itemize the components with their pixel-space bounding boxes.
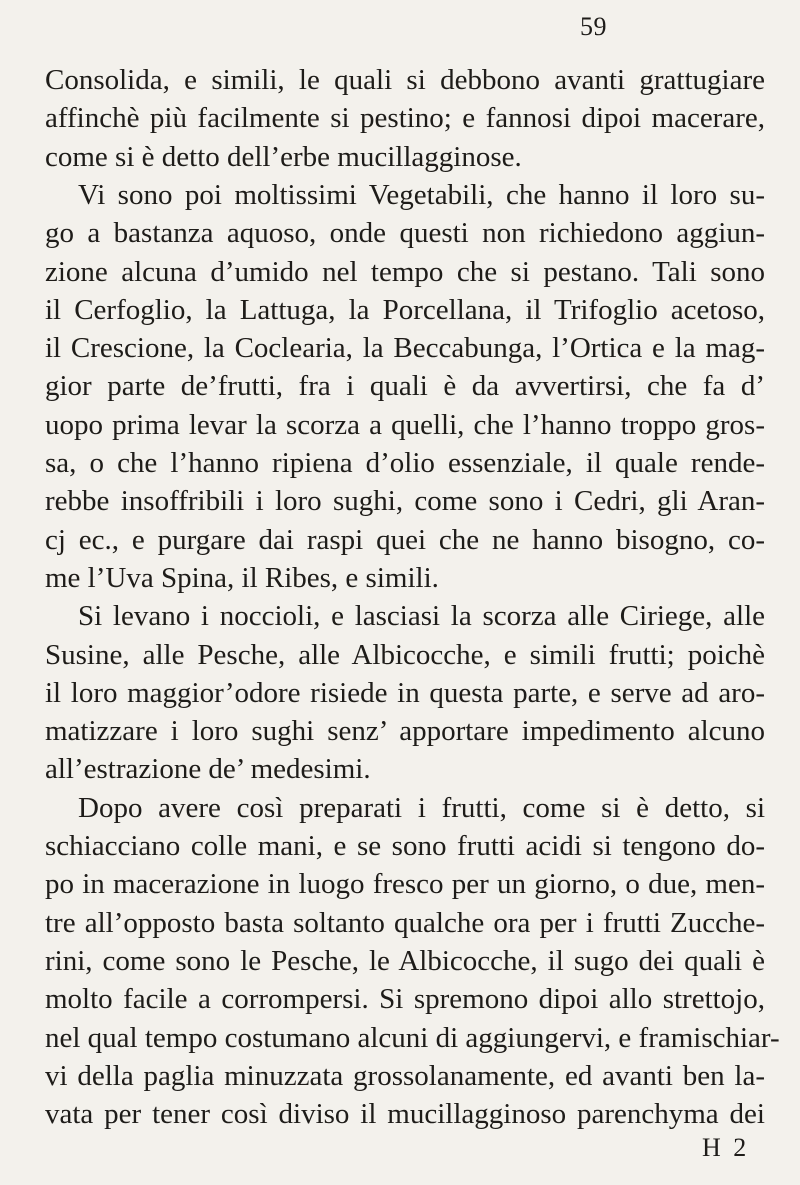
- text-line: schiacciano colle mani, e se sono frutti acidi si tengono do-: [45, 830, 765, 862]
- text-line: Susine, alle Pesche, alle Albicocche, e simili frutti; poichè: [45, 638, 765, 671]
- text-line: cj ec., e purgare dai raspi quei che ne hanno bisogno, co-: [45, 523, 765, 556]
- text-line: go a bastanza aquoso, onde questi non richiedono aggiun-: [45, 217, 765, 250]
- text-line: affinchè più facilmente si pestino; e fannosi dipoi macerare,: [45, 102, 765, 135]
- text-line: vi della paglia minuzzata grossolanamente, ed avanti ben la-: [45, 1059, 765, 1092]
- text-line: il Crescione, la Coclearia, la Beccabunga, l’Ortica e la mag-: [45, 332, 765, 365]
- signature-mark: H 2: [702, 1133, 750, 1162]
- page-number: 59: [580, 12, 607, 41]
- text-line: all’estrazione de’ medesimi.: [45, 753, 371, 786]
- text-line: tre all’opposto basta soltanto qualche ora per i frutti Zucche-: [45, 906, 765, 939]
- text-line: matizzare i loro sughi senz’ apportare impedimento alcuno: [45, 715, 765, 748]
- text-line: vata per tener così diviso il mucillagginoso parenchyma dei: [45, 1098, 765, 1131]
- text-line: me l’Uva Spina, il Ribes, e simili.: [45, 561, 439, 594]
- text-line: come si è detto dell’erbe mucillagginose.: [45, 140, 522, 173]
- text-line: uopo prima levar la scorza a quelli, che l’hanno troppo gros-: [45, 408, 765, 441]
- text-line: molto facile a corrompersi. Si spremono dipoi allo strettojo,: [45, 983, 765, 1016]
- text-line: il Cerfoglio, la Lattuga, la Porcellana, il Trifoglio acetoso,: [45, 293, 765, 326]
- text-line: gior parte de’frutti, fra i quali è da avvertirsi, che fa d’: [45, 370, 765, 403]
- text-line: zione alcuna d’umido nel tempo che si pestano. Tali sono: [45, 255, 765, 288]
- text-line: Dopo avere così preparati i frutti, come si è detto, si: [78, 791, 765, 824]
- text-line: sa, o che l’hanno ripiena d’olio essenziale, il quale rende-: [45, 447, 765, 479]
- text-line: rebbe insoffribili i loro sughi, come sono i Cedri, gli Aran-: [45, 485, 765, 518]
- text-line: nel qual tempo costumano alcuni di aggiungervi, e framischiar-: [45, 1021, 780, 1054]
- text-line: rini, come sono le Pesche, le Albicocche, il sugo dei quali è: [45, 944, 765, 977]
- text-line: Consolida, e simili, le quali si debbono avanti grattugiare: [45, 64, 765, 96]
- text-line: Vi sono poi moltissimi Vegetabili, che hanno il loro su-: [78, 178, 765, 211]
- text-line: po in macerazione in luogo fresco per un giorno, o due, men-: [45, 868, 765, 901]
- text-line: il loro maggior’odore risiede in questa parte, e serve ad aro-: [45, 676, 765, 709]
- text-line: Si levano i noccioli, e lasciasi la scorza alle Ciriege, alle: [78, 600, 765, 633]
